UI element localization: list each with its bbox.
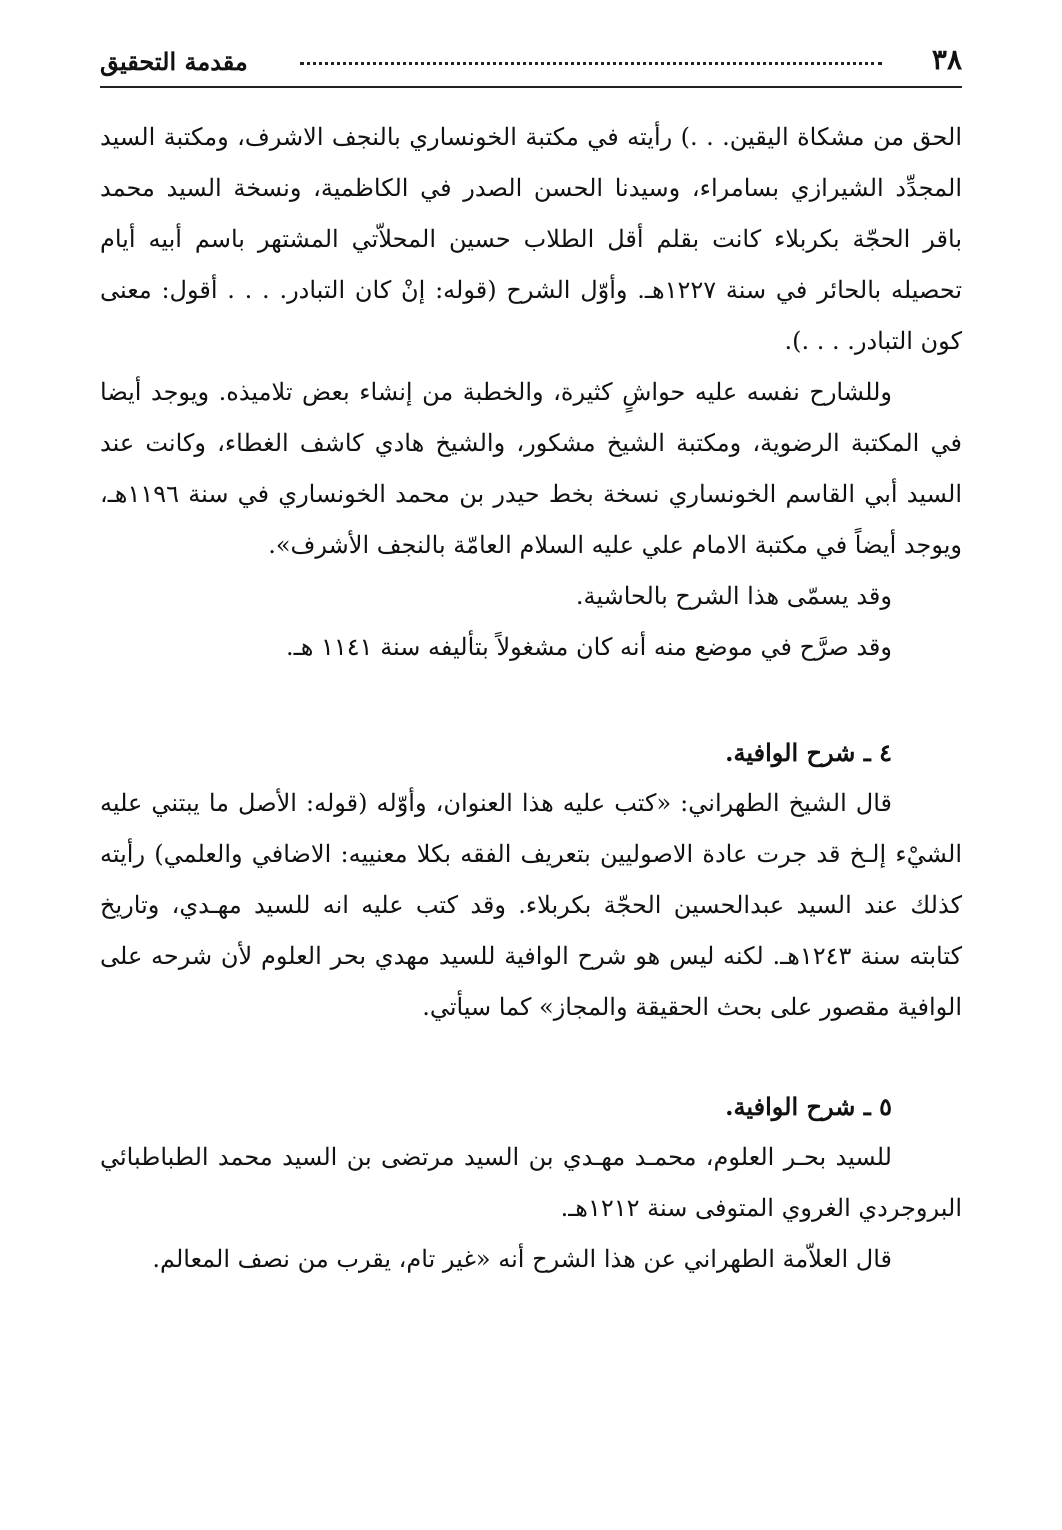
page-header [100,40,962,86]
section-heading-4: ٤ ـ شرح الوافية. [725,738,892,767]
section-heading-5: ٥ ـ شرح الوافية. [725,1092,892,1121]
paragraph-continuation: الحق من مشكاة اليقين. . .) رأيته في مكتبة الخونساري بالنجف الاشرف، ومكتبة السيد المجدِّد الشيرازي بسامراء، وسيدنا الحسن الصدر في الكاظمية، ونسخة السيد محمد باقر الحجّة بكربلاء كانت بقلم أقل الطلاب حسين المحلاّتي المشتهر باسم أبيه أيام تحصيله بالحائر في سنة ١٢٢٧هـ. وأوّل الشرح (قوله: إنْ كان التبادر. . . . أقول: معنى كون التبادر. . . .). [100,123,962,355]
page-number: ٣٨ [931,43,962,76]
paragraph-section-4: قال الشيخ الطهراني: «كتب عليه هذا العنوان، وأوّله (قوله: الأصل ما يبتني عليه الشيْء إلـخ قد جرت عادة الاصوليين بتعريف الفقه بكلا معنييه: الاضافي والعلمي) رأيته كذلك عند السيد عبدالحسين الحجّة بكربلاء. وقد كتب عليه انه للسيد مهـدي، وتاريخ كتابته سنة ١٢٤٣هـ. لكنه ليس هو شرح الوافية للسيد مهدي بحر العلوم لأن شرحه على الوافية مقصور على بحث الحقيقة والمجاز» كما سيأتي. [100,789,963,1021]
paragraph-commentator-notes: وللشارح نفسه عليه حواشٍ كثيرة، والخطبة من إنشاء بعض تلاميذه. ويوجد أيضا في المكتبة الرضوية، ومكتبة الشيخ مشكور، والشيخ هادي كاشف الغطاء، وكانت عند السيد أبي القاسم الخونساري نسخة بخط حيدر بن محمد الخونساري في سنة ١١٩٦هـ، ويوجد أيضاً في مكتبة الامام علي عليه السلام العامّة بالنجف الأشرف». [100,378,962,559]
paragraph-alt-name: وقد يسمّى هذا الشرح بالحاشية. [575,582,892,610]
section-gap [100,1033,962,1081]
leader-dots [300,62,882,65]
running-title: مقدمة التحقيق [100,47,248,76]
paragraph-date-note: وقد صرَّح في موضع منه أنه كان مشغولاً بتأليفه سنة ١١٤١ هـ. [286,633,892,661]
section-gap [100,673,962,727]
header-rule [100,86,962,88]
page-body [100,112,962,1285]
paragraph-section-5-quote: قال العلاّمة الطهراني عن هذا الشرح أنه «غير تام، يقرب من نصف المعالم. [152,1245,892,1273]
paragraph-section-5-author: للسيد بحـر العلوم، محمـد مهـدي بن السيد مرتضى بن السيد محمد الطباطبائي البروجردي الغروي المتوفى سنة ١٢١٢هـ. [100,1143,962,1222]
